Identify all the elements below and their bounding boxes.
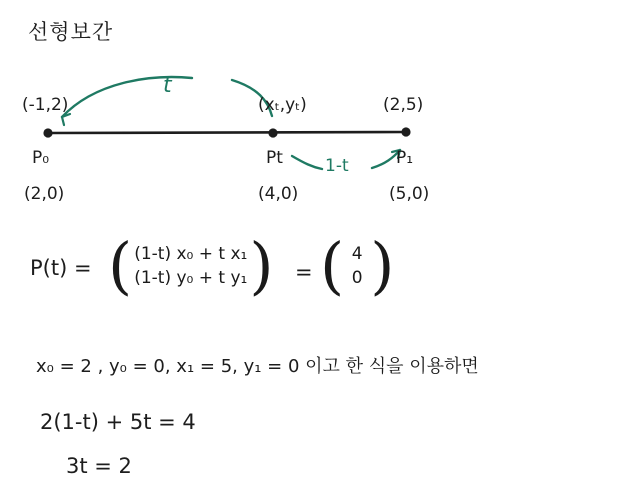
result-left-paren: ( <box>320 229 345 302</box>
point-p0-coord-top: (-1,2) <box>22 95 69 115</box>
point-p1-coord-bottom: (5,0) <box>389 184 430 204</box>
matrix-right-paren: ) <box>249 229 274 302</box>
point-p0-coord-bottom: (2,0) <box>24 184 65 204</box>
point-p1-name: P₁ <box>396 148 414 168</box>
point-pt-dot <box>268 128 277 137</box>
given-values-line: x₀ = 2 , y₀ = 0, x₁ = 5, y₁ = 0 이고 한 식을 이용하면 <box>36 356 479 377</box>
segment-line <box>48 132 407 133</box>
step-1: 2(1-t) + 5t = 4 <box>40 410 196 434</box>
equation-lhs: P(t) = <box>30 256 92 280</box>
point-p1-dot <box>401 127 410 136</box>
arc-t-arrowhead <box>62 114 70 125</box>
point-p0-dot <box>43 128 52 137</box>
matrix-row-y: (1-t) y₀ + t y₁ <box>134 268 248 289</box>
point-pt-coord-top: (xₜ,yₜ) <box>258 95 307 115</box>
arc-t-left <box>62 73 192 117</box>
page-title: 선형보간 <box>28 20 114 44</box>
equation-equals: = <box>295 260 313 284</box>
point-pt-name: Pt <box>266 148 283 168</box>
matrix-row-x: (1-t) x₀ + t x₁ <box>134 243 248 264</box>
arc-1mt-left <box>292 156 322 169</box>
label-one-minus-t: 1-t <box>325 156 349 176</box>
result-row-y: 0 <box>351 268 363 289</box>
point-pt-coord-bottom: (4,0) <box>258 184 299 204</box>
point-p0-name: P₀ <box>32 148 50 168</box>
label-t: t <box>163 73 172 98</box>
matrix-left-paren: ( <box>108 229 133 302</box>
result-right-paren: ) <box>370 229 395 302</box>
step-2: 3t = 2 <box>66 454 132 478</box>
matrix-expression <box>108 229 274 302</box>
result-row-x: 4 <box>351 243 363 264</box>
result-vector <box>320 229 395 302</box>
point-p1-coord-top: (2,5) <box>383 95 424 115</box>
